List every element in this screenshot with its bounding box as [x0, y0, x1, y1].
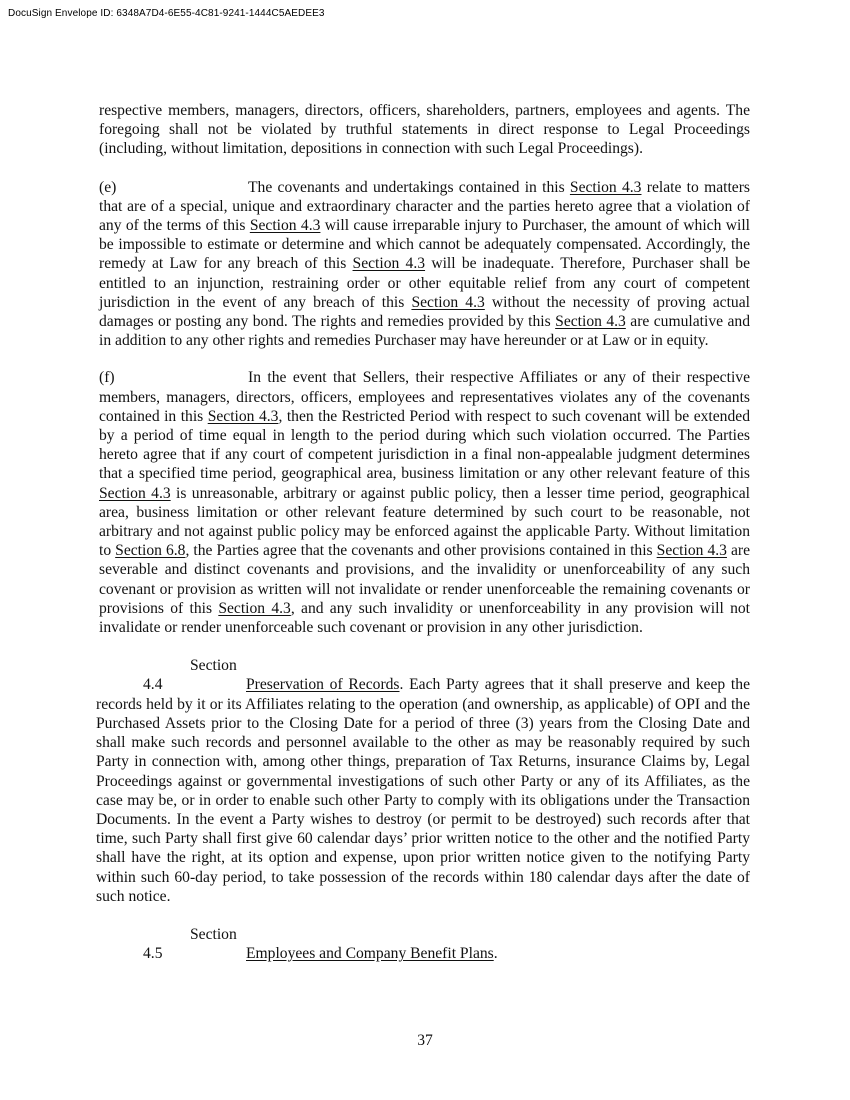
- section-reference: Section 4.3: [207, 407, 279, 425]
- text: , then the Restricted Period with respect to such covenant will be extended by a period of time equal in length to the period during which such violation occurred. The Parties hereto agree that if any court of competent jurisdiction in a final non-appealable judgment determines that a specified time period, geographical area, business limitation or any other relevant feature of this: [99, 407, 750, 483]
- section-4-4-body: . Each Party agrees that it shall preserve and keep the records held by it or its Affiliates relating to the operation (and ownership, as applicable) of OPI and the Purchased Assets prior to the Closing Date for a period of three (3) years from the Closing Date and shall make such records and personnel available to the other as may be reasonably required by such Party in connection with, among other things, preparation of Tax Returns, insurance Claims by, Legal Proceedings against or governmental investigations of such other Party or any of its Affiliates, as the case may be, or in order to enable such other Party to comply with its obligations under the Transaction Documents. In the event a Party wishes to destroy (or permit to be destroyed) such records after that time, such Party shall first give 60 calendar days’ prior written notice to the other and the notified Party shall have the right, at its option and expense, upon prior written notice given to the notifying Party within such 60-day period, to take possession of the records within 180 calendar days after the date of such notice.: [96, 676, 750, 905]
- continued-paragraph: respective members, managers, directors, officers, shareholders, partners, employees and agents. The foregoing shall not be violated by truthful statements in direct response to Legal Proceedings (including, without limitation, depositions in connection with such Legal Proceedings).: [99, 102, 750, 158]
- text: are cumulative and in addition to any other rights and remedies Purchaser may have hereunder or at Law or in equity.: [99, 313, 750, 350]
- section-4-5-title: Employees and Company Benefit Plans: [246, 945, 494, 963]
- section-reference: Section 4.3: [569, 178, 642, 196]
- text: In the event that Sellers, their respective Affiliates or any of their respective members, managers, directors, officers, employees and representatives violates any of the covenants contained in this: [99, 369, 750, 425]
- text: are severable and distinct covenants and provisions, and the invalidity or unenforceability of any such covenant or provision as written will not invalidate or render unenforceable the remaining covenants or provisions of this: [99, 542, 751, 617]
- section-reference: Section 4.3: [218, 599, 291, 617]
- docusign-envelope-id: DocuSign Envelope ID: 6348A7D4-6E55-4C81-9241-1444C5AEDEE3: [8, 8, 325, 19]
- text: , the Parties agree that the covenants and other provisions contained in this: [185, 542, 657, 560]
- section-4-5: [96, 925, 750, 963]
- section-4-5-end: .: [493, 945, 498, 963]
- section-reference: Section 4.3: [352, 255, 426, 273]
- text: without the necessity of proving actual damages or posting any bond. The rights and remedies provided by this: [99, 293, 750, 331]
- section-reference: Section 6.8: [115, 542, 186, 560]
- section-4-4: [96, 656, 750, 906]
- document-body: [96, 101, 751, 963]
- text: will be inadequate. Therefore, Purchaser shall be entitled to an injunction, restraining order or other equitable relief from any court of competent jurisdiction in the event of any breach of this: [99, 255, 750, 311]
- paragraph-e: [99, 178, 750, 351]
- section-reference: Section 4.3: [99, 484, 171, 502]
- section-reference: Section 4.3: [249, 217, 321, 235]
- paragraph-e-label: (e): [99, 178, 117, 196]
- page-number: 37: [417, 1032, 433, 1049]
- section-reference: Section 4.3: [411, 293, 485, 311]
- section-4-5-number: Section 4.5: [143, 925, 237, 963]
- section-4-4-title: Preservation of Records: [246, 676, 400, 694]
- section-reference: Section 4.3: [656, 542, 727, 560]
- paragraph-f-label: (f): [99, 369, 115, 387]
- section-reference: Section 4.3: [555, 313, 626, 331]
- text: is unreasonable, arbitrary or against public policy, then a lesser time period, geographical area, business limitation or other relevant feature determined by such court to be reasonable, not arbitrary and not against public policy may be enforced against the applicable Party. Without limitation to: [99, 484, 750, 560]
- text: relate to matters that are of a special, unique and extraordinary character and the parties hereto agree that a violation of any of the terms of this: [99, 178, 750, 235]
- text: The covenants and undertakings contained in this: [248, 178, 570, 196]
- text: , and any such invalidity or unenforceability in any provision will not invalidate or render unenforceable such covenant or provision in any other jurisdiction.: [99, 599, 751, 637]
- text: will cause irreparable injury to Purchaser, the amount of which will be impossible to estimate or determine and which cannot be adequately compensated. Accordingly, the remedy at Law for any breach of this: [99, 217, 750, 273]
- paragraph-f: [99, 368, 750, 637]
- section-4-4-number: Section 4.4: [143, 657, 237, 694]
